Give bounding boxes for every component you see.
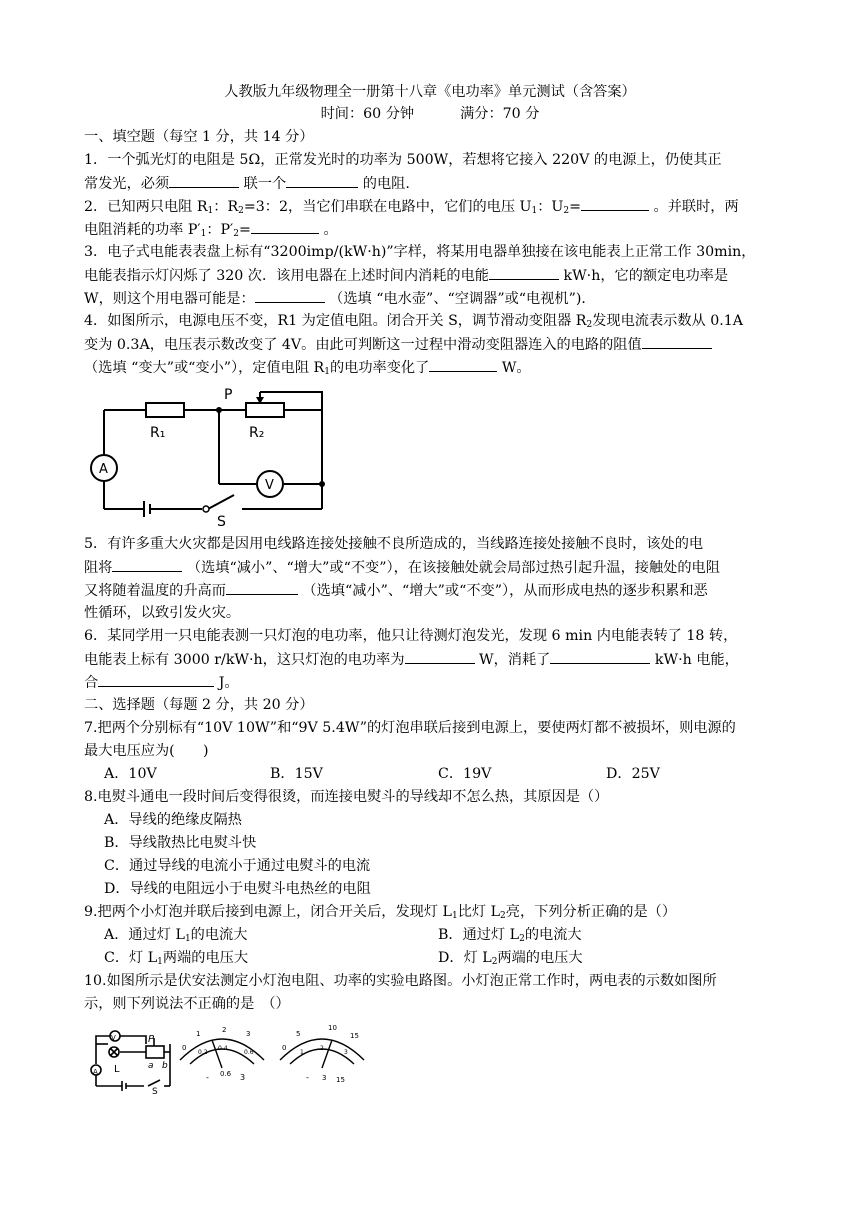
svg-text:3: 3 — [246, 1030, 251, 1038]
question-line: 示，则下列说法不正确的是 （） — [84, 996, 290, 1012]
question-line: 又将随着温度的升高而 （选填“减小”、“增大”或“不变”），从而形成电热的逐步积累和恶 — [84, 580, 708, 601]
exam-score: 满分：70 分 — [460, 106, 540, 122]
exam-meta — [0, 104, 860, 124]
question-line: 最大电压应为( ) — [84, 743, 209, 759]
question-line: 7.把两个分别标有“10V 10W”和“9V 5.4W”的灯泡串联后接到电源上，要使两灯都不被损坏，则电源的 — [84, 720, 736, 736]
answer-blank[interactable] — [112, 557, 182, 572]
svg-text:-: - — [206, 1073, 209, 1082]
question-line: 变为 0.3A，电压表示数改变了 4V。由此可判断这一过程中滑动变阻器连入的电路的阻值 — [84, 334, 712, 355]
answer-blank[interactable] — [98, 672, 214, 687]
svg-text:3: 3 — [344, 1049, 348, 1056]
answer-blank[interactable] — [226, 580, 298, 595]
svg-text:1: 1 — [196, 1030, 201, 1038]
question-line: 4．如图所示，电源电压不变，R1 为定值电阻。闭合开关 S，调节滑动变阻器 $R_2$发现电流表示数从 0.1A — [84, 313, 744, 330]
question-line: 电能表上标有 3000 r/kW·h，这只灯泡的电功率为 W，消耗了 kW·h 电能， — [84, 649, 739, 670]
svg-text:0.2: 0.2 — [198, 1049, 208, 1056]
svg-text:3: 3 — [240, 1073, 246, 1082]
svg-text:b: b — [162, 1061, 168, 1071]
circuit-diagram-q10 — [84, 1024, 404, 1096]
svg-text:1: 1 — [300, 1049, 304, 1056]
option-d[interactable]: D．25V — [606, 766, 660, 782]
svg-text:S: S — [152, 1087, 158, 1096]
svg-text:0.6: 0.6 — [220, 1070, 232, 1078]
question-line: （选填 “变大”或“变小”），定值电阻 $R_1$的电功率变化了 W。 — [84, 357, 531, 382]
exam-time: 时间：60 分钟 — [320, 106, 415, 122]
answer-blank[interactable] — [405, 649, 475, 664]
question-line: 5．有许多重大火灾都是因用电线路连接处接触不良所造成的，当线路连接处接触不良时，该处的电 — [84, 536, 704, 552]
svg-text:10: 10 — [328, 1024, 337, 1032]
svg-text:3: 3 — [322, 1074, 327, 1082]
option-b[interactable]: B．通过灯 $L_2$的电流大 — [438, 927, 582, 944]
svg-text:15: 15 — [350, 1032, 359, 1040]
svg-text:0: 0 — [182, 1044, 187, 1052]
answer-blank[interactable] — [489, 265, 559, 280]
option-c[interactable]: C．19V — [438, 766, 492, 782]
label-s: S — [217, 514, 226, 530]
question-line: 1．一个弧光灯的电阻是 5Ω，正常发光时的功率为 500W，若想将它接入 220V 的电源上，仍使其正 — [84, 152, 722, 168]
svg-text:15: 15 — [336, 1076, 345, 1084]
page-title: 人教版九年级物理全一册第十八章《电功率》单元测试（含答案） — [224, 84, 636, 100]
svg-text:2: 2 — [222, 1026, 227, 1034]
option-b[interactable]: B．导线散热比电熨斗快 — [104, 835, 257, 851]
question-line: 2．已知两只电阻 $R_1$：$R_2=3$：2，当它们串联在电路中，它们的电压 $U_1$：$U_2=$ 。并联时，两 — [84, 196, 739, 221]
answer-blank[interactable] — [581, 196, 649, 211]
circuit-diagram-q4 — [84, 382, 334, 532]
label-r2: R₂ — [249, 425, 265, 441]
option-c[interactable]: C．灯 $L_1$两端的电压大 — [104, 950, 249, 967]
question-line: 3．电子式电能表表盘上标有“3200imp/(kW·h)”字样，将某用电器单独接在该电能表上正常工作 30min， — [84, 244, 756, 260]
question-line: 常发光，必须 联一个 的电阻. — [84, 173, 410, 194]
question-line: 电能表指示灯闪烁了 320 次．该用电器在上述时间内消耗的电能 kW·h，它的额定电功率是 — [84, 265, 728, 286]
label-p: P — [224, 387, 233, 403]
section-heading: 一、填空题（每空 1 分，共 14 分） — [84, 129, 314, 145]
svg-text:0.6: 0.6 — [244, 1049, 254, 1056]
answer-blank[interactable] — [255, 288, 325, 303]
svg-text:L: L — [114, 1064, 120, 1075]
svg-text:a: a — [148, 1061, 154, 1071]
label-v: V — [265, 478, 274, 493]
question-line: 9.把两个小灯泡并联后接到电源上，闭合开关后，发现灯 $L_1$比灯 $L_2$亮，下列分析正确的是（） — [84, 904, 677, 921]
answer-blank[interactable] — [429, 357, 497, 372]
question-line: W，则这个用电器可能是： （选填 “电水壶”、“空调器”或“电视机”)． — [84, 288, 596, 309]
svg-text:2: 2 — [320, 1045, 324, 1052]
resistor-r2 — [246, 403, 284, 417]
option-a[interactable]: A．10V — [104, 766, 157, 782]
svg-text:5: 5 — [296, 1030, 301, 1038]
svg-text:A: A — [93, 1068, 98, 1076]
label-a: A — [99, 462, 108, 477]
question-line: 性循环，以致引发火灾。 — [84, 605, 241, 621]
resistor-r1 — [146, 403, 184, 417]
question-line: 合 J。 — [84, 672, 239, 693]
label-r1: R₁ — [150, 425, 166, 441]
svg-text:-: - — [306, 1073, 309, 1082]
answer-blank[interactable] — [642, 334, 712, 349]
answer-blank[interactable] — [550, 649, 650, 664]
svg-text:V: V — [111, 1034, 116, 1042]
svg-text:0.4: 0.4 — [218, 1045, 228, 1052]
section-heading: 二、选择题（每题 2 分，共 20 分） — [84, 697, 314, 713]
question-line: 10.如图所示是伏安法测定小灯泡电阻、功率的实验电路图。小灯泡正常工作时，两电表的示数如图所 — [84, 973, 717, 989]
question-line: 电阻消耗的功率 $P'_1$：$P'_2=$ 。 — [84, 219, 338, 244]
option-c[interactable]: C．通过导线的电流小于通过电熨斗的电流 — [104, 858, 371, 874]
option-b[interactable]: B．15V — [270, 766, 323, 782]
question-line: 6．某同学用一只电能表测一只灯泡的电功率，他只让待测灯泡发光，发现 6 min 内电能表转了 18 转， — [84, 628, 738, 644]
option-d[interactable]: D．灯 $L_2$两端的电压大 — [438, 950, 583, 967]
answer-blank[interactable] — [286, 173, 358, 188]
option-d[interactable]: D．导线的电阻远小于电熨斗电热丝的电阻 — [104, 881, 371, 897]
question-line: 阻将 （选填“减小”、“增大”或“不变”），在该接触处就会局部过热引起升温，接触处的电阻 — [84, 557, 720, 578]
svg-text:0: 0 — [282, 1044, 287, 1052]
option-a[interactable]: A．导线的绝缘皮隔热 — [104, 812, 242, 828]
question-line: 8.电熨斗通电一段时间后变得很烫，而连接电熨斗的导线却不怎么热，其原因是（） — [84, 789, 609, 805]
option-a[interactable]: A．通过灯 $L_1$的电流大 — [104, 927, 248, 944]
answer-blank[interactable] — [169, 173, 239, 188]
answer-blank[interactable] — [251, 219, 319, 234]
svg-text:P: P — [148, 1034, 155, 1045]
